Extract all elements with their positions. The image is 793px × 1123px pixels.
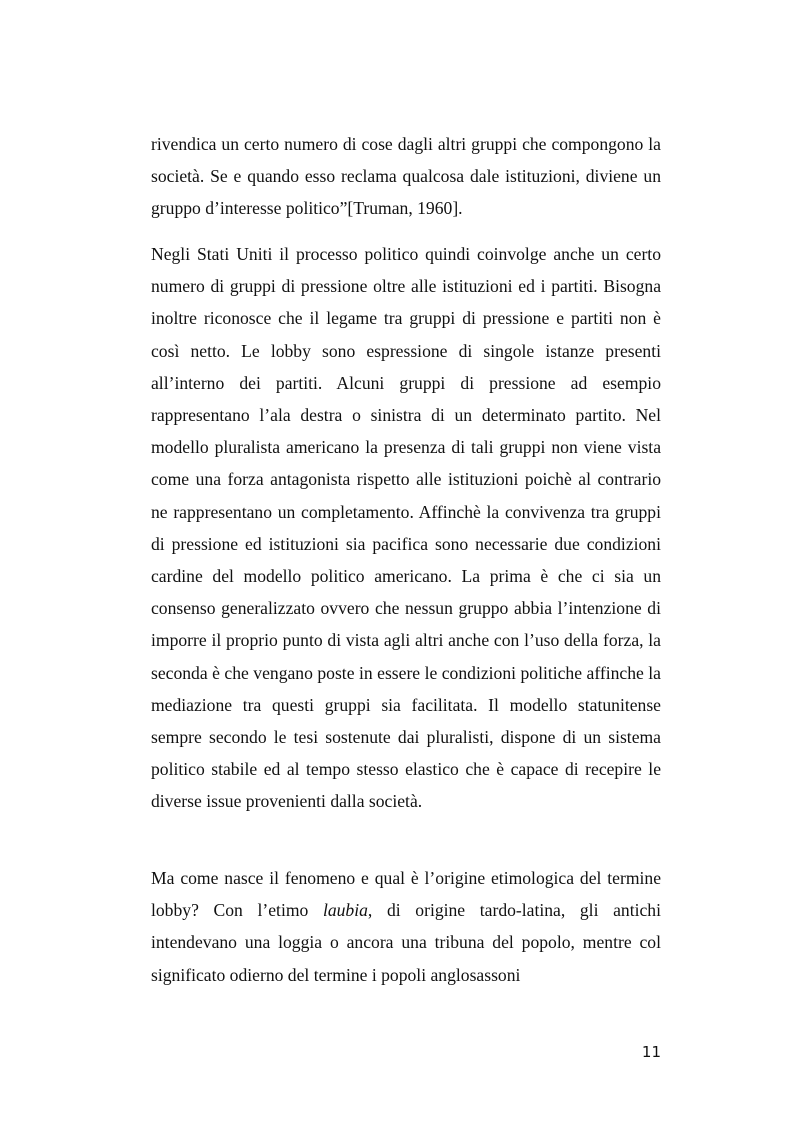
paragraph-lobby-etymology: [151, 862, 661, 991]
page-number: 11: [641, 1043, 661, 1061]
paragraph-truman-quote-end: rivendica un certo numero di cose dagli altri gruppi che compongono la società. Se e quando esso reclama qualcosa dale istituzioni, diviene un gruppo d’interesse politico”[Truman, 1960].: [151, 134, 661, 219]
etymology-term-laubia: laubia: [322, 900, 368, 921]
etymology-text-after: , di origine tardo-latina, gli antichi intendevano una loggia o ancora una tribuna del popolo, mentre col significato odierno del termine i popoli anglosassoni: [151, 900, 661, 985]
etymology-text-before: Ma come nasce il fenomeno e qual è l’origine etimologica del termine lobby? Con l’etimo: [151, 868, 661, 921]
paragraph-pressure-groups: Negli Stati Uniti il processo politico quindi coinvolge anche un certo numero di gruppi di pressione oltre alle istituzioni ed i partiti. Bisogna inoltre riconosce che il legame tra gruppi di pressione e partiti non è così netto. Le lobby sono espressione di singole istanze presenti all’interno dei partiti. Alcuni gruppi di pressione ad esempio rappresentano l’ala destra o sinistra di un determinato partito. Nel modello pluralista americano la presenza di tali gruppi non viene vista come una forza antagonista rispetto alle istituzioni poichè al contrario ne rappresentano un completamento. Affinchè la convivenza tra gruppi di pressione ed istituzioni sia pacifica sono necessarie due condizioni cardine del modello politico americano. La prima è che ci sia un consenso generalizzato ovvero che nessun gruppo abbia l’intenzione di imporre il proprio punto di vista agli altri anche con l’uso della forza, la seconda è che vengano poste in essere le condizioni politiche affinche la mediazione tra questi gruppi sia facilitata. Il modello statunitense sempre secondo le tesi sostenute dai pluralisti, dispone di un sistema politico stabile ed al tempo stesso elastico che è capace di recepire le diverse issue provenienti dalla società.: [151, 244, 661, 812]
